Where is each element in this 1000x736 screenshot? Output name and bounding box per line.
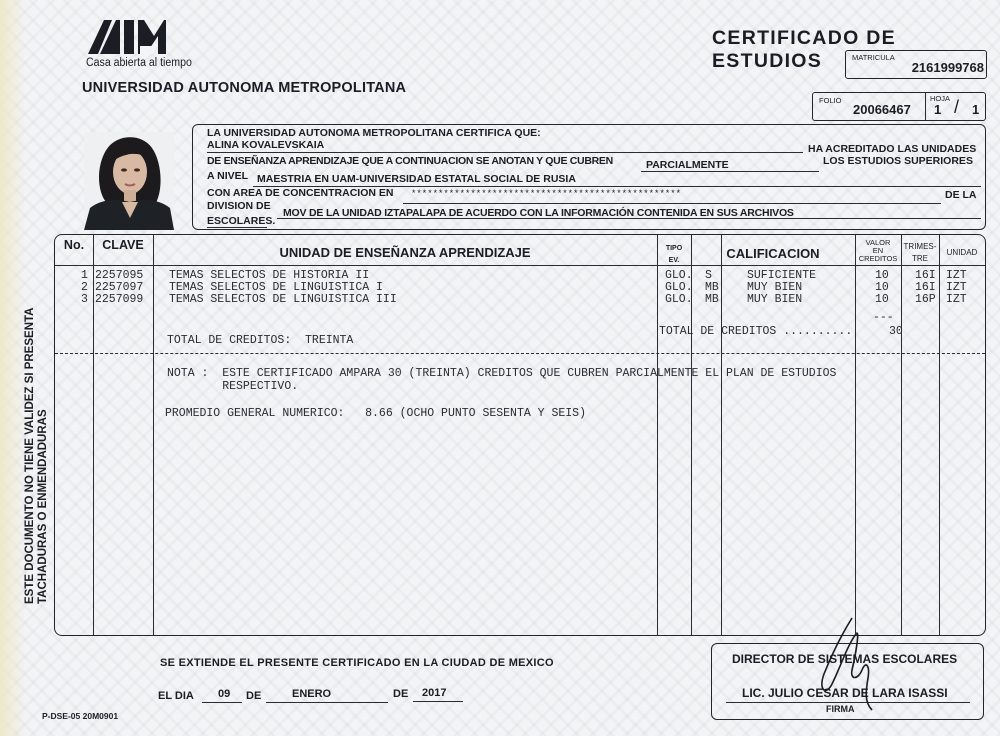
nivel-value: MAESTRIA EN UAM-UNIVERSIDAD ESTATAL SOCIAL DE RUSIA <box>257 173 576 185</box>
row-cell-valor: 10 <box>875 269 889 282</box>
validity-warning-line-1: ESTE DOCUMENTO NO TIENE VALIDEZ SI PRESENTA <box>24 307 36 604</box>
grades-table <box>54 234 986 636</box>
promedio-general: PROMEDIO GENERAL NUMERICO: 8.66 (OCHO PUNTO SESENTA Y SEIS) <box>165 407 586 420</box>
row-cell-tipo: GLO. <box>665 281 693 294</box>
folio-value: 20066467 <box>853 102 911 117</box>
col-header-trimestre <box>901 241 939 265</box>
col-header-valor <box>855 239 901 263</box>
row-cell-cal: S <box>705 269 712 282</box>
matricula-box <box>845 50 987 79</box>
statement-box <box>192 124 986 230</box>
signer-name: LIC. JULIO CESAR DE LARA ISASSI <box>742 686 948 700</box>
university-name: UNIVERSIDAD AUTONOMA METROPOLITANA <box>82 80 407 96</box>
issue-year: 2017 <box>422 687 447 699</box>
table-row <box>55 281 985 293</box>
de-label-1: DE <box>246 690 262 702</box>
total-credits-value: 30 <box>889 325 903 338</box>
table-row <box>55 293 985 305</box>
row-cell-trim: 16P <box>915 293 936 306</box>
row-cell-nombre: TEMAS SELECTOS DE LINGUISTICA III <box>169 293 397 306</box>
col-header-tipo-2: EV. <box>668 257 680 264</box>
hoja-total: 1 <box>972 102 980 117</box>
row-cell-valor: 10 <box>875 281 889 294</box>
row-cell-trim: 16I <box>915 281 936 294</box>
row-cell-no: 3 <box>81 293 88 306</box>
nota-line-2: RESPECTIVO. <box>167 380 299 393</box>
row-cell-no: 2 <box>81 281 88 294</box>
col-header-tipo-1: TIPO <box>665 245 683 252</box>
student-portrait-icon <box>84 132 174 230</box>
de-label-2: DE <box>393 688 409 700</box>
row-cell-no: 1 <box>81 269 88 282</box>
acreditado-text: HA ACREDITADO LAS UNIDADES <box>808 143 977 155</box>
row-cell-tipo: GLO. <box>665 269 693 282</box>
col-header-trimestre-2: TRE <box>912 254 928 263</box>
col-header-unidad-ensenanza: UNIDAD DE ENSEÑANZA APRENDIZAJE <box>279 245 531 260</box>
director-title: DIRECTOR DE SISTEMAS ESCOLARES <box>732 652 958 666</box>
total-credits-words: TOTAL DE CREDITOS: TREINTA <box>167 334 354 347</box>
student-name: ALINA KOVALEVSKAIA <box>207 139 325 151</box>
escolares-text: ESCOLARES. <box>207 215 276 227</box>
folio-box <box>812 92 986 121</box>
statement-line-2: DE ENSEÑANZA APRENDIZAJE QUE A CONTINUACION SE ANOTAN Y QUE CUBREN <box>207 155 613 167</box>
matricula-value: 2161999768 <box>911 60 984 75</box>
document-title: CERTIFICADO DE ESTUDIOS <box>712 27 896 72</box>
row-cell-calif: MUY BIEN <box>747 293 803 306</box>
el-dia-label: EL DIA <box>158 690 194 702</box>
row-cell-valor: 10 <box>875 293 889 306</box>
division-value: MOV DE LA UNIDAD IZTAPALAPA DE ACUERDO CON LA INFORMACIÓN CONTENIDA EN SUS ARCHIVOS <box>283 207 794 219</box>
signature-box <box>711 643 984 720</box>
hoja-number: 1 <box>934 102 942 117</box>
parcialmente-text: PARCIALMENTE <box>646 159 729 171</box>
row-cell-nombre: TEMAS SELECTOS DE HISTORIA II <box>169 269 370 282</box>
issue-place: SE EXTIENDE EL PRESENTE CERTIFICADO EN LA CIUDAD DE MEXICO <box>160 657 554 669</box>
col-header-unidad: UNIDAD <box>946 248 978 257</box>
table-row <box>55 269 985 281</box>
col-header-valor-2: EN <box>872 246 884 255</box>
nivel-label: A NIVEL <box>207 170 249 182</box>
validity-warning <box>24 308 50 604</box>
uam-logo-icon <box>86 16 168 56</box>
col-header-valor-1: VALOR <box>865 238 891 247</box>
total-credits-label: TOTAL DE CREDITOS .......... <box>659 325 853 338</box>
form-code: P-DSE-05 20M0901 <box>42 711 119 721</box>
row-cell-unidad: IZT <box>946 281 967 294</box>
credit-sum-dashes: --- <box>873 311 894 324</box>
division-label: DIVISION DE <box>207 200 271 212</box>
nota-line-1: NOTA : ESTE CERTIFICADO AMPARA 30 (TREINTA) CREDITOS QUE CUBREN PARCIALMENTE EL PLAN DE ESTUDIOS <box>167 367 837 380</box>
issue-day: 09 <box>218 688 231 700</box>
statement-line-1: LA UNIVERSIDAD AUTONOMA METROPOLITANA CERTIFICA QUE: <box>207 127 541 139</box>
folio-label: FOLIO <box>819 96 842 105</box>
area-value: ************************************************** <box>411 189 682 199</box>
row-cell-unidad: IZT <box>946 269 967 282</box>
col-header-calificacion: CALIFICACION <box>726 246 820 261</box>
row-cell-clave: 2257095 <box>95 269 144 282</box>
slogan: Casa abierta al tiempo <box>86 57 192 69</box>
col-header-no: No. <box>63 238 85 252</box>
area-label: CON AREA DE CONCENTRACION EN <box>207 187 394 199</box>
col-header-tipo <box>657 243 691 267</box>
row-cell-unidad: IZT <box>946 293 967 306</box>
row-cell-clave: 2257097 <box>95 281 144 294</box>
student-photo <box>84 132 174 230</box>
firma-label: FIRMA <box>826 704 855 714</box>
signature-icon <box>812 614 882 714</box>
row-cell-cal: MB <box>705 293 719 306</box>
col-header-trimestre-1: TRIMES- <box>903 242 937 251</box>
validity-warning-line-2: TACHADURAS O ENMENDADURAS <box>37 409 49 604</box>
col-header-valor-3: CREDITOS <box>858 254 898 263</box>
hoja-separator: / <box>954 97 960 117</box>
row-cell-clave: 2257099 <box>95 293 144 306</box>
row-cell-trim: 16I <box>915 269 936 282</box>
row-cell-calif: MUY BIEN <box>747 281 803 294</box>
issue-month: ENERO <box>292 688 332 700</box>
row-cell-tipo: GLO. <box>665 293 693 306</box>
estudios-superiores: LOS ESTUDIOS SUPERIORES <box>823 155 973 167</box>
row-cell-cal: MB <box>705 281 719 294</box>
uam-logo <box>86 16 168 56</box>
matricula-label: MATRICULA <box>852 53 895 62</box>
row-cell-calif: SUFICIENTE <box>747 269 817 282</box>
hoja-label: HOJA <box>930 94 951 103</box>
row-cell-nombre: TEMAS SELECTOS DE LINGUISTICA I <box>169 281 383 294</box>
de-la-text: DE LA <box>945 189 977 201</box>
col-header-clave: CLAVE <box>102 238 144 252</box>
